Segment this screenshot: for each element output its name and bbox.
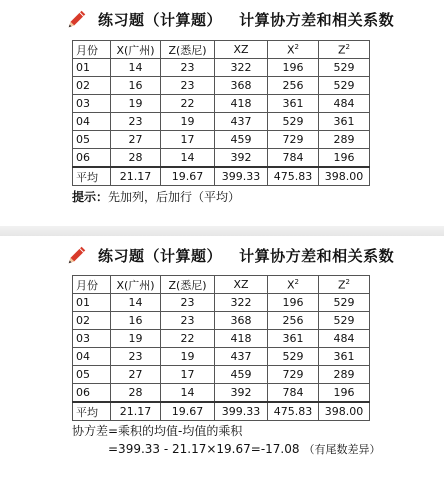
slide-separator: [0, 226, 444, 236]
hint-body: 先加列，后加行（平均）: [108, 190, 241, 204]
header-cell: XZ: [215, 41, 268, 59]
covariance-definition: 协方差=乘积的均值-均值的乘积: [72, 424, 243, 438]
table-header-row: [73, 41, 370, 59]
table-row: 01 14 23 322 196 529: [73, 59, 370, 77]
hint-text: [72, 188, 240, 205]
table-row: 05 27 17 459 729 289: [73, 366, 370, 384]
slide-1-table: [72, 40, 370, 186]
table-row: 04 23 19 437 529 361: [73, 113, 370, 131]
header-cell: $Z^2$: [319, 276, 370, 294]
slide-1-title: 练习题（计算题） 计算协方差和相关系数: [98, 10, 395, 29]
hint-label: 提示：: [72, 190, 109, 204]
header-cell: X(广州): [111, 41, 161, 59]
table-row: 03 19 22 418 361 484: [73, 95, 370, 113]
table-row: 04 23 19 437 529 361: [73, 348, 370, 366]
header-cell: $X^2$: [268, 41, 319, 59]
header-cell: X(广州): [111, 276, 161, 294]
header-cell: $Z^2$: [319, 41, 370, 59]
table-header-row: [73, 276, 370, 294]
slide-2-heading: [66, 244, 394, 266]
table-row: 03 19 22 418 361 484: [73, 330, 370, 348]
table-row: 06 28 14 392 784 196: [73, 149, 370, 168]
slide-1-heading: [66, 8, 394, 30]
pencil-icon: [66, 244, 88, 266]
table-row: 01 14 23 322 196 529: [73, 294, 370, 312]
rounding-note: （有尾数差异）: [303, 443, 381, 456]
table-row: 02 16 23 368 256 529: [73, 77, 370, 95]
table-row: 05 27 17 459 729 289: [73, 131, 370, 149]
header-cell: Z(悉尼): [161, 41, 215, 59]
slide-1: [0, 0, 444, 226]
header-cell: XZ: [215, 276, 268, 294]
table-row: 02 16 23 368 256 529: [73, 312, 370, 330]
table-row: 06 28 14 392 784 196: [73, 384, 370, 403]
slide-2-table: [72, 275, 370, 421]
header-cell: Z(悉尼): [161, 276, 215, 294]
covariance-calculation: [108, 441, 381, 457]
slide-2-title: 练习题（计算题） 计算协方差和相关系数: [98, 246, 395, 265]
pencil-icon: [66, 8, 88, 30]
calculation-text: =399.33 - 21.17×19.67=-17.08: [108, 442, 300, 456]
header-cell: 月份: [73, 41, 111, 59]
header-cell: $X^2$: [268, 276, 319, 294]
average-row: 平均 21.17 19.67 399.33 475.83 398.00: [73, 402, 370, 421]
slide-2: [0, 236, 444, 493]
average-row: 平均 21.17 19.67 399.33 475.83 398.00: [73, 167, 370, 186]
header-cell: 月份: [73, 276, 111, 294]
